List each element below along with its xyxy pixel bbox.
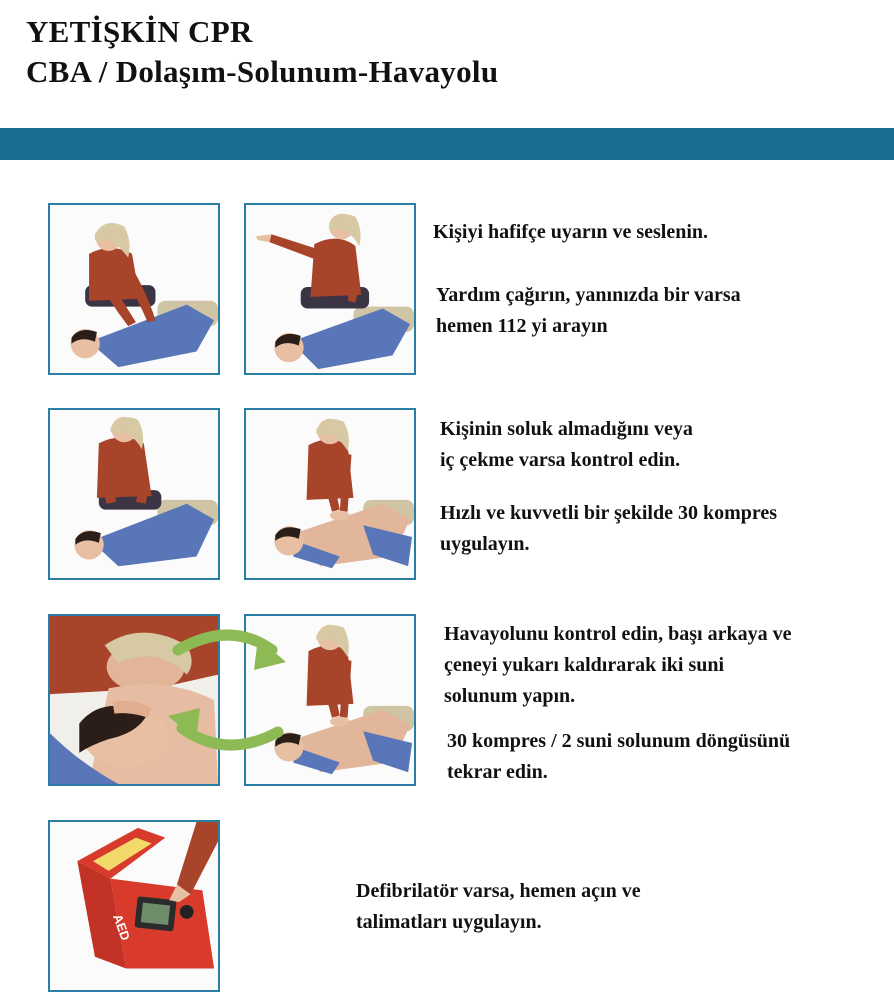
aed-label: AED <box>109 912 133 943</box>
photo-tap-and-shout <box>48 203 220 375</box>
rescuer-checking-breathing-illustration <box>50 410 218 578</box>
header-band <box>0 128 894 160</box>
photo-aed <box>48 820 220 992</box>
title-line-1: YETİŞKİN CPR <box>26 14 253 49</box>
rescuer-compressions-illustration <box>246 410 414 578</box>
step-compressions-text: Hızlı ve kuvvetli bir şekilde 30 kompres uygulayın. <box>440 502 778 555</box>
rescuer-shaking-victim-illustration <box>50 205 218 373</box>
rescuer-pointing-illustration <box>246 205 414 373</box>
step-rescue-breaths-text: Havayolunu kontrol edin, başı arkaya ve çeneyi yukarı kaldırarak iki suni solunum yapın. <box>444 623 792 707</box>
aed-device-illustration <box>50 822 218 990</box>
step-repeat-cycle-text: 30 kompres / 2 suni solunum döngüsünü tekrar edin. <box>447 730 791 783</box>
photo-chest-compressions <box>244 408 416 580</box>
step-aed-text: Defibrilatör varsa, hemen açın ve talimatları uygulayın. <box>356 880 641 933</box>
step-call-help-text: Yardım çağırın, yanınızda bir varsa hemen 112 yi arayın <box>436 284 741 337</box>
step-tap-shout-text: Kişiyi hafifçe uyarın ve seslenin. <box>433 221 708 243</box>
photo-check-breathing <box>48 408 220 580</box>
page-title <box>26 12 498 92</box>
photo-call-for-help <box>244 203 416 375</box>
cycle-arrows <box>150 610 300 760</box>
step-check-breathing-text: Kişinin soluk almadığını veya iç çekme varsa kontrol edin. <box>440 418 693 471</box>
title-line-2: CBA / Dolaşım-Solunum-Havayolu <box>26 54 499 89</box>
